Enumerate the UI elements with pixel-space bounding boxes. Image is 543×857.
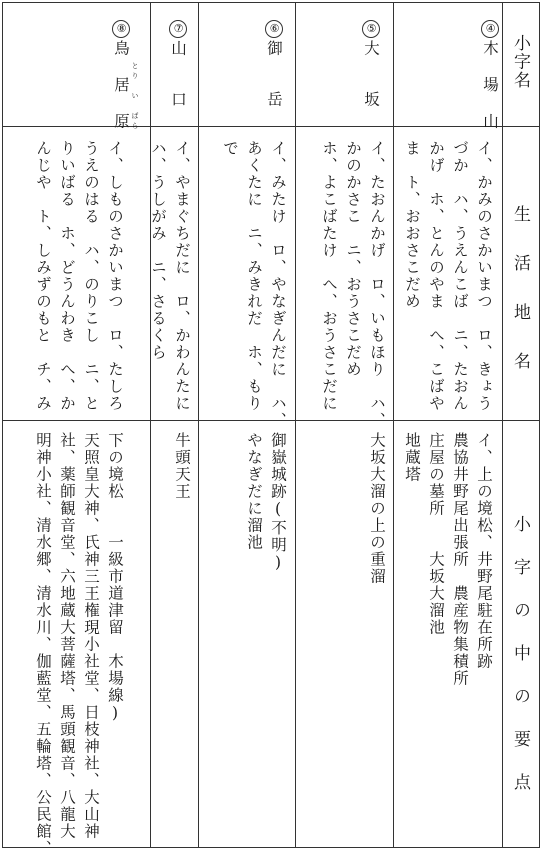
point-line: 明神小社、清水郷、清水川、伽藍堂、五輪塔、公民館、 [34, 432, 52, 857]
life-line: イ、しものさかいまつ ロ、たしろ [106, 140, 124, 412]
koaza-name [166, 20, 190, 108]
point-line: 牛頭天王 [173, 432, 191, 500]
life-line: あくたに ニ、みきれだ ホ、もり [245, 140, 263, 412]
row-number: ⑥ [265, 20, 283, 38]
point-line: 農協井野尾出張所 農産物集積所 [451, 432, 469, 687]
life-line: ホ、よこばたけ へ、おうさこだに [320, 140, 338, 412]
point-line: 下の境松 一級市道津留 木場線) [106, 432, 124, 724]
point-line: イ、上の境松、井野尾駐在所跡 [475, 432, 493, 670]
life-line: イ、たおんかげ ロ、いもほり ハ、 [368, 140, 386, 429]
life-line: んじや ト、しみずのもと チ、み [34, 140, 52, 412]
life-line: づか ハ、うえんこば ニ、たおん [451, 140, 469, 412]
row-divider [198, 2, 199, 420]
point-line: 大坂大溜の上の重溜 [368, 432, 386, 585]
life-line: イ、みたけ ロ、やなぎんだに ハ、 [269, 140, 287, 429]
koaza-name [359, 20, 383, 108]
row-number: ⑧ [112, 20, 130, 38]
koaza-name [478, 20, 502, 130]
koaza-name-text: 木 場 山 [481, 40, 499, 130]
life-line: りいばる ホ、どうんわき へ、か [58, 140, 76, 412]
life-line: で [221, 140, 239, 157]
life-line: かのかさこ ニ、おうさこだめ [344, 140, 362, 378]
row-divider [150, 420, 151, 848]
life-line: うえのはる ハ、のりこし ニ、と [82, 140, 100, 412]
koaza-name-text: 御 岳 [265, 40, 283, 108]
koaza-name [110, 20, 132, 130]
point-line: 庄屋の墓所 大坂大溜池 [427, 432, 445, 636]
header-yoten: 小 字 の 中 の 要 点 [510, 515, 530, 793]
column-divider [502, 2, 503, 848]
point-line: 社、薬師観音堂、六地蔵大菩薩塔、馬頭観音、八龍大 [58, 432, 76, 840]
point-line: 地蔵塔 [403, 432, 421, 483]
row-divider [393, 2, 394, 420]
point-line: 天照皇大神、氏神三王権現小社堂、日枝神社、大山神 [82, 432, 100, 840]
row-number: ⑦ [169, 20, 187, 38]
row-divider [295, 420, 296, 848]
point-line: やなぎだに溜池 [245, 432, 263, 551]
row-divider [295, 2, 296, 420]
row-number: ④ [481, 20, 499, 38]
life-line: ま ト、おおさこだめ [403, 140, 421, 310]
life-line: ハ、うしがみ ニ、さるくら [149, 140, 167, 361]
header-koaza: 小字名 [510, 34, 530, 90]
koaza-name-text: 鳥 居 原 [112, 40, 130, 130]
header-divider [2, 126, 540, 127]
life-line: イ、やまぐちだに ロ、かわんたに [173, 140, 191, 412]
row-divider [393, 420, 394, 848]
row-number: ⑤ [362, 20, 380, 38]
life-line: かげ ホ、とんのやま へ、こばや [427, 140, 445, 412]
koaza-name-text: 大 坂 [362, 40, 380, 108]
header-seikatsu: 生 活 地 名 [510, 205, 530, 375]
point-line: 御嶽城跡(不明) [269, 432, 287, 573]
row-divider [198, 420, 199, 848]
life-line: イ、かみのさかいまつ ロ、きょう [475, 140, 493, 412]
koaza-ruby: とり い ばら [131, 62, 139, 132]
koaza-name [262, 20, 286, 108]
koaza-name-text: 山 口 [169, 40, 187, 108]
